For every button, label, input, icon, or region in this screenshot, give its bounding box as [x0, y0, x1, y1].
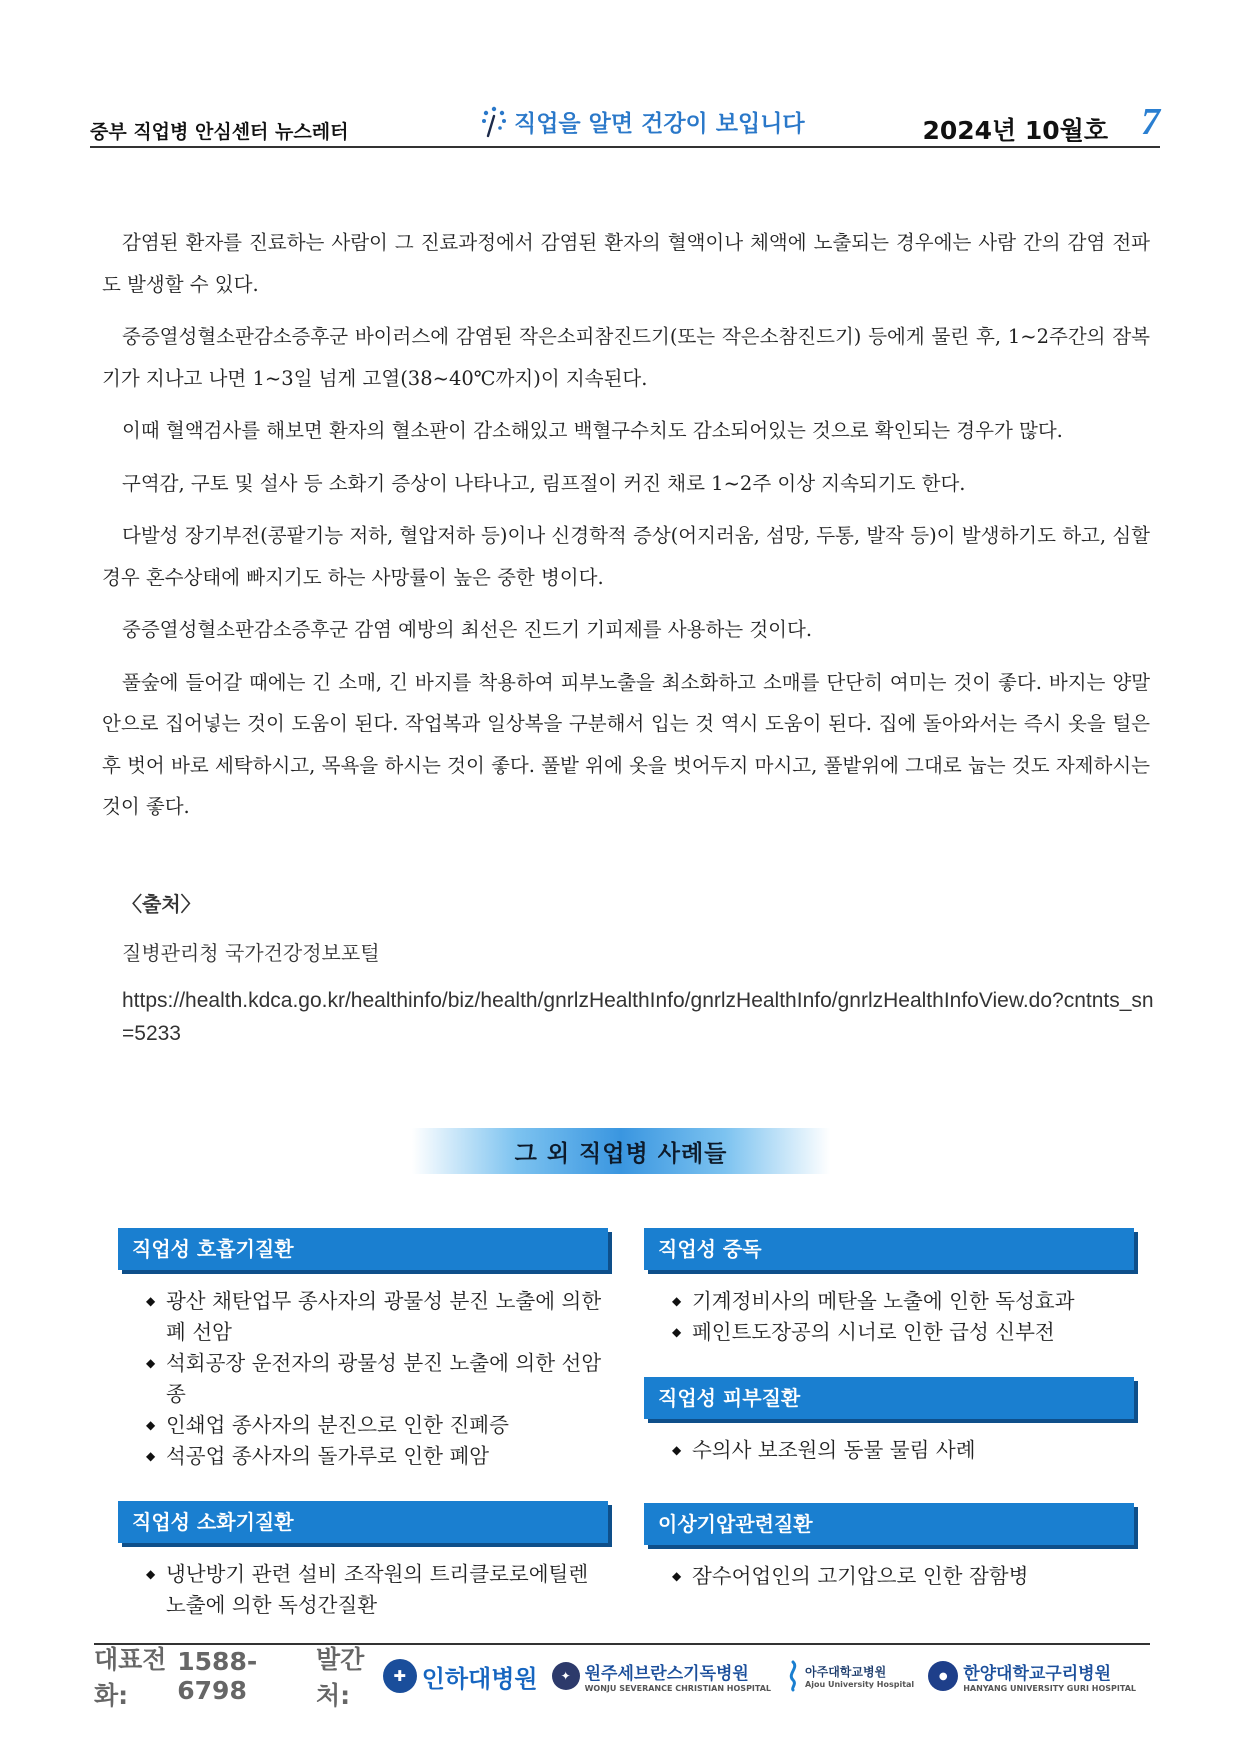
- source-title: 〈출처〉: [122, 892, 201, 916]
- newsletter-header: [90, 100, 1160, 148]
- category-poisoning: [644, 1228, 1138, 1348]
- hospital-subtitle: WONJU SEVERANCE CHRISTIAN HOSPITAL: [584, 1684, 772, 1693]
- hanyang-logo-icon: ●: [928, 1661, 958, 1691]
- category-pressure: [644, 1503, 1138, 1592]
- category-list: [644, 1286, 1138, 1348]
- paragraph: 중증열성혈소판감소증후군 바이러스에 감염된 작은소피참진드기(또는 작은소참진드기) 등에게 물린 후, 1~2주간의 잠복기가 지나고 나면 1~3일 넘게 고열(38~40℃까지)이 지속된다.: [102, 325, 1150, 390]
- list-item: ◆ 잠수어업인의 고기압으로 인한 잠함병: [672, 1561, 1138, 1592]
- list-item: ◆ 석공업 종사자의 돌가루로 인한 폐암: [146, 1441, 612, 1472]
- list-item: ◆ 냉난방기 관련 설비 조작원의 트리클로로에틸렌 노출에 의한 독성간질환: [146, 1559, 612, 1621]
- sparkle-icon: [480, 104, 510, 138]
- category-skin: [644, 1377, 1138, 1466]
- source-url[interactable]: https://health.kdca.go.kr/healthinfo/biz/health/gnrlzHealthInfo/gnrlzHealthInfo/gnrlzHealthInfoView.do?cntnts_sn=5233: [122, 989, 1154, 1045]
- hospital-hanyang: [928, 1659, 1136, 1693]
- category-respiratory: [118, 1228, 612, 1472]
- source-name: 질병관리청 국가건강정보포털: [122, 941, 380, 965]
- category-list: [118, 1286, 612, 1472]
- hospital-name-text: 한양대학교구리병원: [963, 1664, 1111, 1684]
- slogan-logo: [480, 104, 805, 138]
- list-item: ◆ 인쇄업 종사자의 분진으로 인한 진폐증: [146, 1410, 612, 1441]
- category-title: 직업성 중독: [644, 1228, 1134, 1270]
- wonju-logo-icon: ✦: [552, 1662, 580, 1690]
- inha-logo-icon: ✚: [383, 1659, 417, 1693]
- hospital-name: [963, 1659, 1136, 1693]
- source-block: [122, 888, 1162, 1050]
- category-digestive: [118, 1501, 612, 1621]
- hospital-subtitle: HANYANG UNIVERSITY GURI HOSPITAL: [963, 1684, 1136, 1693]
- list-item: ◆ 수의사 보조원의 동물 물림 사례: [672, 1435, 1138, 1466]
- paragraph: 풀숲에 들어갈 때에는 긴 소매, 긴 바지를 착용하여 피부노출을 최소화하고 소매를 단단히 여미는 것이 좋다. 바지는 양말 안으로 집어넣는 것이 도움이 된다. 작업복과 일상복을 구분해서 입는 것 역시 도움이 된다. 집에 돌아와서는 즉시 옷을 털은 후 벗어 바로 세탁하시고, 목욕을 하시는 것이 좋다. 풀밭 위에 옷을 벗어두지 마시고, 풀밭위에 그대로 눕는 것도 자제하시는 것이 좋다.: [102, 670, 1150, 818]
- newsletter-name: 중부 직업병 안심센터 뉴스레터: [90, 121, 349, 143]
- category-title: 이상기압관련질환: [644, 1503, 1134, 1545]
- paragraph: 감염된 환자를 진료하는 사람이 그 진료과정에서 감염된 환자의 혈액이나 체액에 노출되는 경우에는 사람 간의 감염 전파도 발생할 수 있다.: [102, 231, 1150, 296]
- list-item: ◆ 석회공장 운전자의 광물성 분진 노출에 의한 선암종: [146, 1348, 612, 1410]
- issue-date: 2024년 10월호: [922, 116, 1108, 145]
- hospital-name-text: 원주세브란스기독병원: [584, 1664, 749, 1684]
- hospital-subtitle: Ajou University Hospital: [805, 1680, 915, 1689]
- phone-number: 1588-6798: [177, 1647, 258, 1705]
- ajou-logo-icon: [785, 1660, 801, 1692]
- hospital-name: 인하대병원: [421, 1664, 538, 1693]
- section-banner: [412, 1128, 830, 1174]
- list-item: ◆ 기계정비사의 메탄올 노출에 인한 독성효과: [672, 1286, 1138, 1317]
- category-list: [644, 1435, 1138, 1466]
- hospital-ajou: [785, 1660, 914, 1692]
- category-title: 직업성 소화기질환: [118, 1501, 608, 1543]
- paragraph: 구역감, 구토 및 설사 등 소화기 증상이 나타나고, 림프절이 커진 채로 1~2주 이상 지속되기도 한다.: [122, 471, 966, 495]
- paragraph: 다발성 장기부전(콩팥기능 저하, 혈압저하 등)이나 신경학적 증상(어지러움, 섬망, 두통, 발작 등)이 발생하기도 하고, 심할 경우 혼수상태에 빠지기도 하는 사망률이 높은 중한 병이다.: [102, 524, 1150, 589]
- category-title: 직업성 피부질환: [644, 1377, 1134, 1419]
- list-item: ◆ 광산 채탄업무 종사자의 광물성 분진 노출에 의한 폐 선암: [146, 1286, 612, 1348]
- hospital-inha: [383, 1659, 538, 1694]
- publisher-label: 발간처:: [316, 1645, 365, 1710]
- hospital-wonju: [552, 1659, 771, 1693]
- article-body: [102, 222, 1150, 839]
- hospital-name: [805, 1663, 914, 1689]
- section-title: 그 외 직업병 사례들: [514, 1140, 728, 1167]
- phone-label: 대표전화:: [94, 1645, 167, 1710]
- category-list: [644, 1561, 1138, 1592]
- hospital-name: [585, 1659, 771, 1693]
- slogan-text: 직업을 알면 건강이 보입니다: [514, 110, 805, 137]
- paragraph: 이때 혈액검사를 해보면 환자의 혈소판이 감소해있고 백혈구수치도 감소되어있는 것으로 확인되는 경우가 많다.: [122, 419, 1063, 442]
- page-number: 7: [1141, 101, 1160, 143]
- paragraph: 중증열성혈소판감소증후군 감염 예방의 최선은 진드기 기피제를 사용하는 것이다.: [122, 618, 813, 641]
- category-title: 직업성 호흡기질환: [118, 1228, 608, 1270]
- hospital-name-text: 아주대학교병원: [805, 1665, 887, 1679]
- list-item: ◆ 페인트도장공의 시너로 인한 급성 신부전: [672, 1317, 1138, 1348]
- footer: [94, 1643, 1150, 1710]
- category-list: [118, 1559, 612, 1621]
